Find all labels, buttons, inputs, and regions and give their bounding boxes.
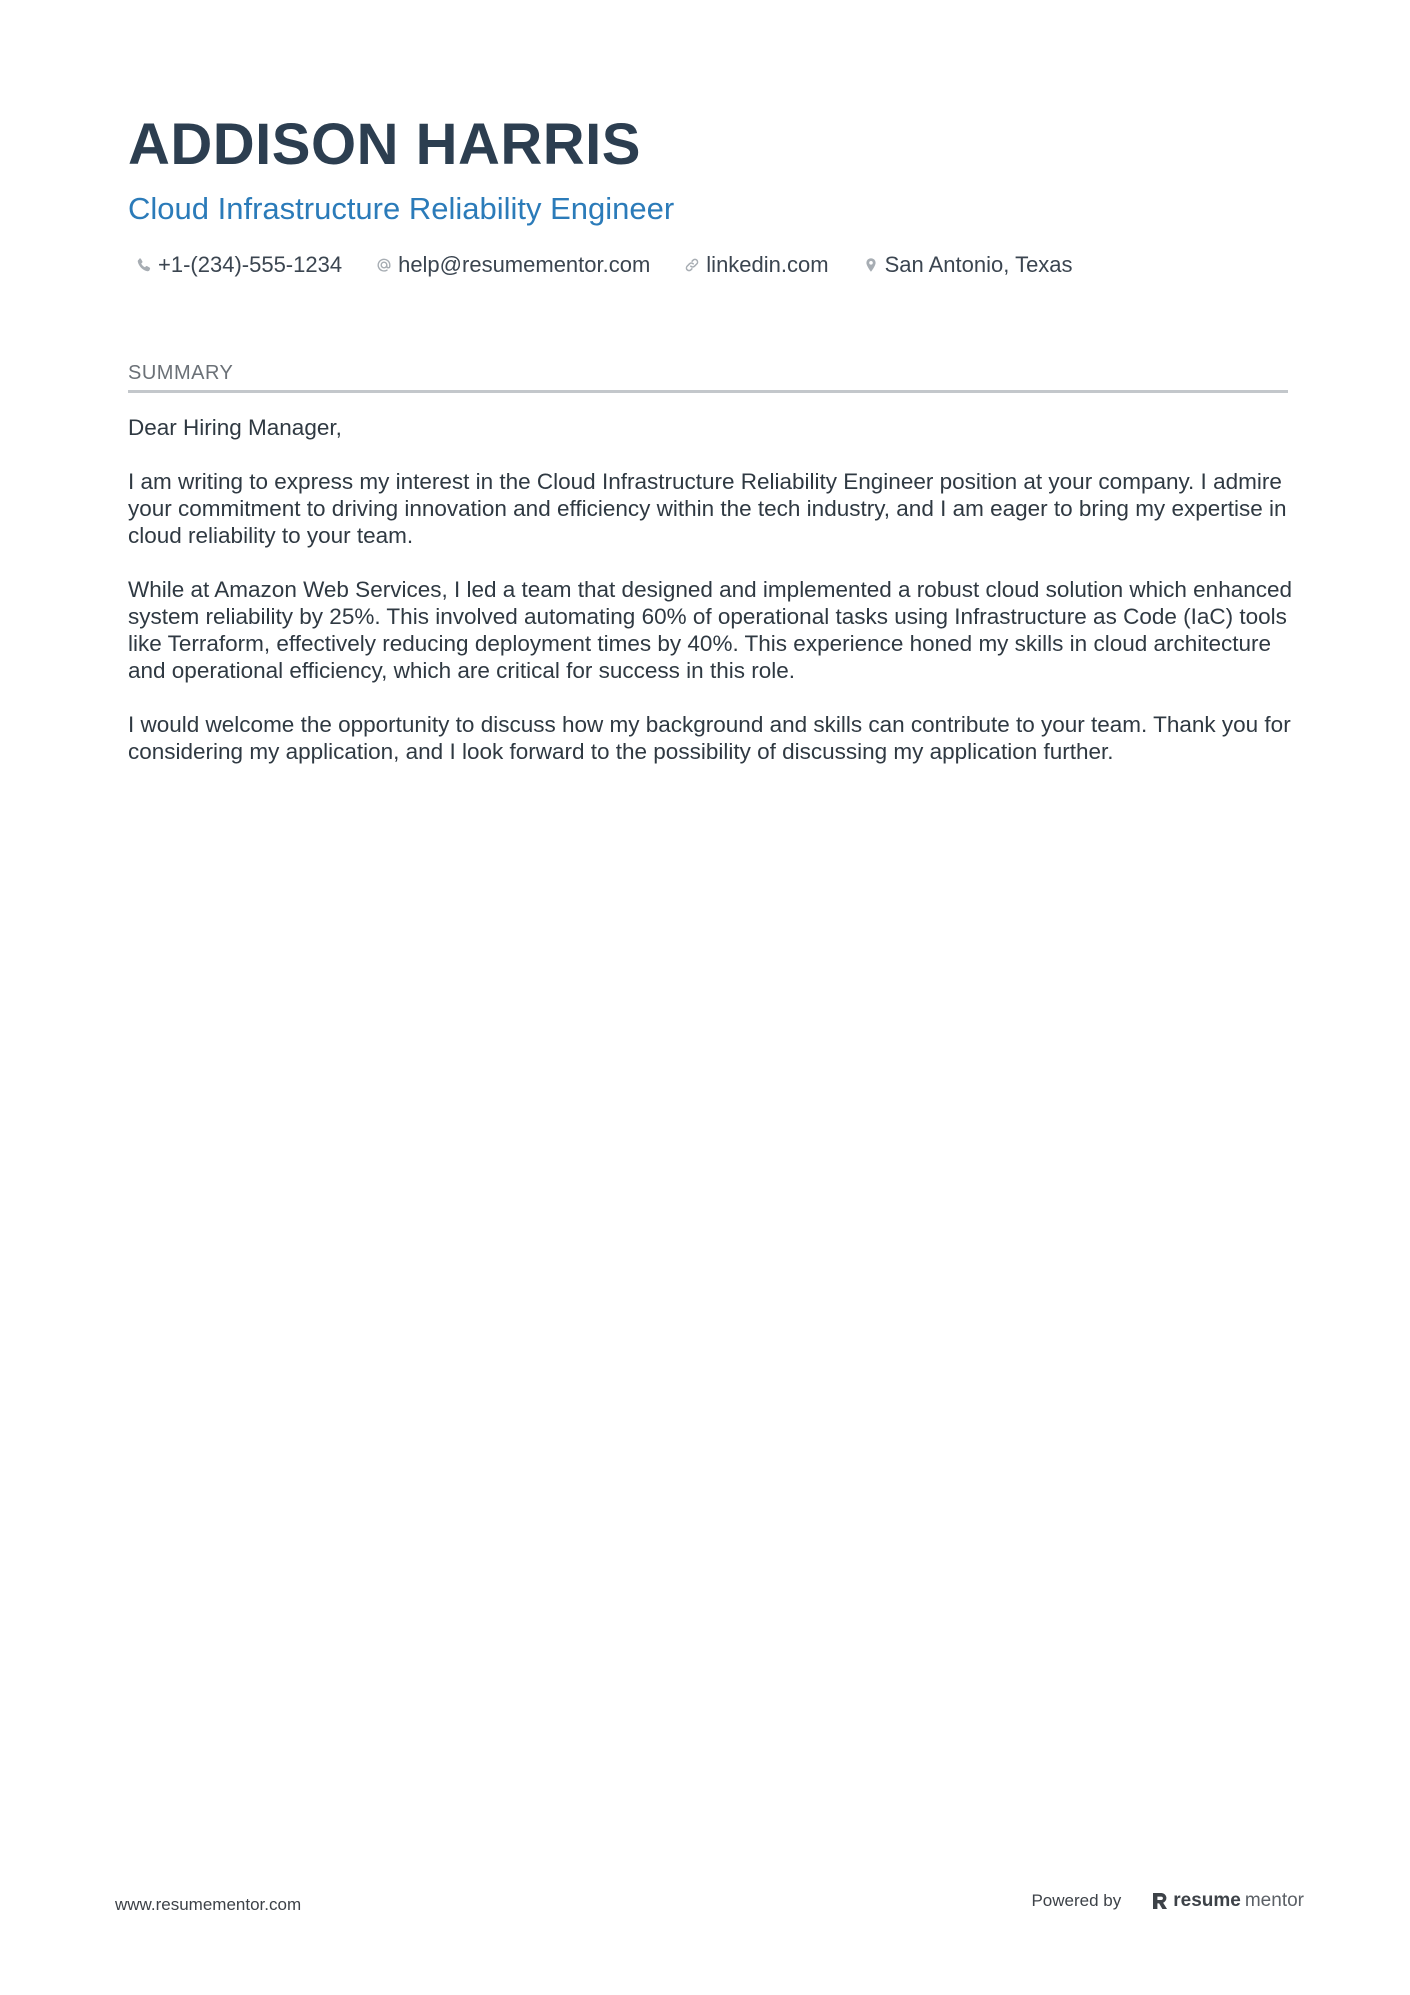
contact-phone <box>128 250 342 280</box>
salutation: Dear Hiring Manager, <box>128 415 342 440</box>
link-icon <box>684 257 700 273</box>
resumementor-logo-icon <box>1151 1891 1169 1911</box>
contact-email[interactable] <box>368 250 650 280</box>
footer-branding <box>1031 1890 1304 1912</box>
linkedin-link[interactable]: linkedin.com <box>706 252 829 277</box>
location-text: San Antonio, Texas <box>884 252 1073 277</box>
brand-text-light: mentor <box>1244 1890 1304 1911</box>
brand-text-bold: resume <box>1173 1890 1241 1911</box>
phone-text: +1-(234)-555-1234 <box>158 252 343 277</box>
footer-website[interactable]: www.resumementor.com <box>115 1895 302 1914</box>
brand-logo[interactable] <box>1151 1890 1304 1912</box>
contact-linkedin[interactable] <box>676 250 828 280</box>
map-pin-icon <box>863 257 879 273</box>
paragraph-experience: While at Amazon Web Services, I led a team that designed and implemented a robust cloud solution which enhanced system reliability by 25%. This involved automating 60% of operational tasks using Infrastructure as Code (IaC) tools like Terraform, effectively reducing deployment times by 40%. This experience honed my skills in cloud architecture and operational efficiency, which are critical for success in this role. <box>128 577 1293 683</box>
powered-by-label: Powered by <box>1031 1891 1122 1910</box>
job-title: Cloud Infrastructure Reliability Engineer <box>128 191 675 226</box>
contact-row <box>128 250 1288 280</box>
phone-icon <box>136 257 152 273</box>
paragraph-intro: I am writing to express my interest in the Cloud Infrastructure Reliability Engineer position at your company. I admire your commitment to driving innovation and efficiency within the tech industry, and I am eager to bring my expertise in cloud reliability to your team. <box>128 469 1287 548</box>
summary-heading: SUMMARY <box>128 360 1288 393</box>
at-icon <box>376 257 392 273</box>
letter-body <box>128 414 1293 792</box>
header <box>128 110 1288 280</box>
email-link[interactable]: help@resumementor.com <box>398 252 651 277</box>
contact-location <box>855 250 1073 280</box>
candidate-name: ADDISON HARRIS <box>128 112 641 177</box>
paragraph-closing: I would welcome the opportunity to discuss how my background and skills can contribute to your team. Thank you for considering my application, and I look forward to the possibility of discussing my application further. <box>128 712 1291 764</box>
